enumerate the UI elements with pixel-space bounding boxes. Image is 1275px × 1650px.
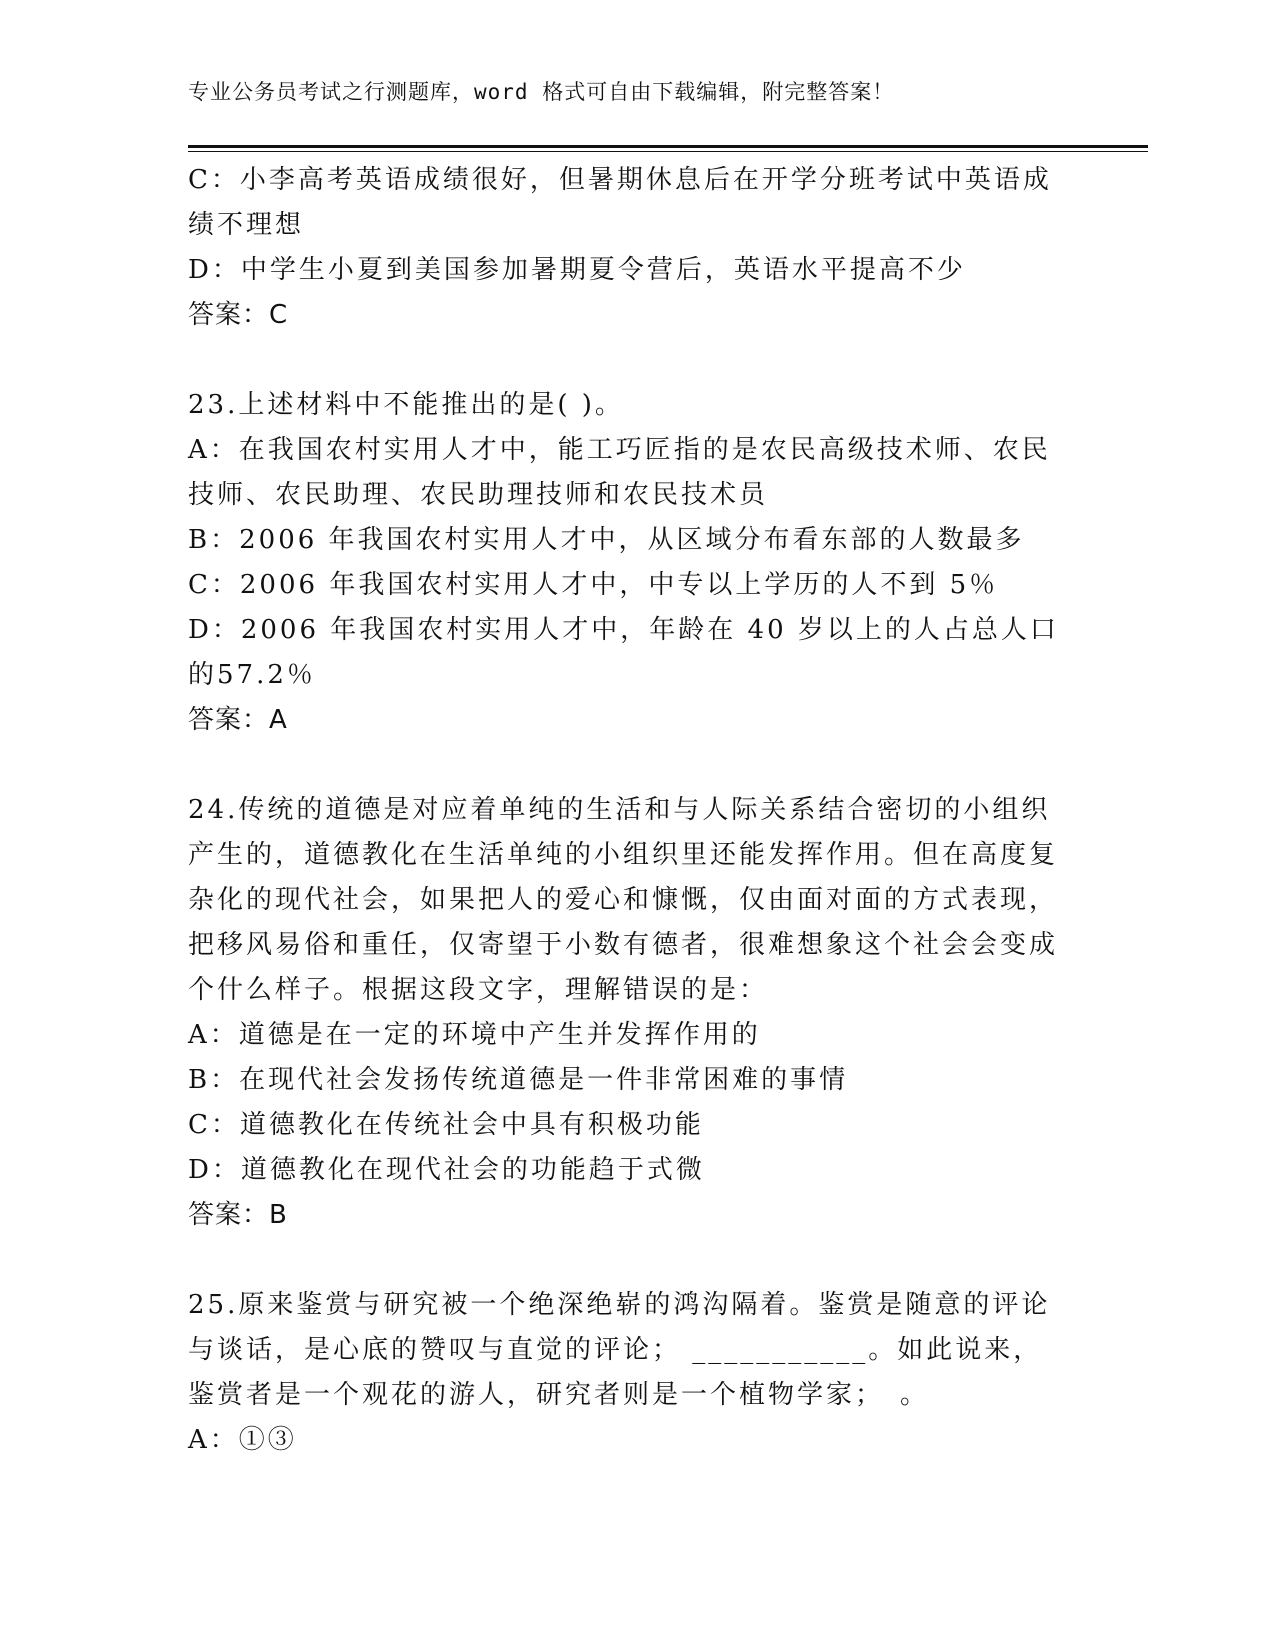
spacer [188,1238,1068,1283]
q22-answer: 答案：C [188,300,289,330]
spacer [188,338,1068,383]
q25-option-a: A：①③ [188,1425,297,1455]
q24-option-c: C：道德教化在传统社会中具有积极功能 [188,1110,704,1140]
q23-answer: 答案：A [188,705,288,735]
spacer [188,743,1068,788]
q24-stem: 24.传统的道德是对应着单纯的生活和与人际关系结合密切的小组织产生的，道德教化在生活单纯的小组织里还能发挥作用。但在高度复杂化的现代社会，如果把人的爱心和慷慨，仅由面对面的方式表现，把移风易俗和重任，仅寄望于小数有德者，很难想象这个社会会变成个什么样子。根据这段文字，理解错误的是： [188,795,1059,1005]
q24-option-d: D：道德教化在现代社会的功能趋于式微 [188,1155,705,1185]
q23-option-c: C：2006 年我国农村实用人才中，中专以上学历的人不到 5％ [188,570,999,600]
q22-option-c: C：小李高考英语成绩很好，但暑期休息后在开学分班考试中英语成绩不理想 [188,165,1052,240]
header-rule-thin [188,151,1148,152]
header-rule-thick [188,145,1148,148]
q23-option-d: D：2006 年我国农村实用人才中，年龄在 40 岁以上的人占总人口的57.2％ [188,615,1059,690]
q23-option-b: B：2006 年我国农村实用人才中，从区域分布看东部的人数最多 [188,525,1025,555]
question-content [188,158,1068,1463]
q24-option-b: B：在现代社会发扬传统道德是一件非常困难的事情 [188,1065,849,1095]
page-header: 专业公务员考试之行测题库，word 格式可自由下载编辑，附完整答案！ [188,80,895,104]
q24-option-a: A：道德是在一定的环境中产生并发挥作用的 [188,1020,761,1050]
q23-option-a: A：在我国农村实用人才中，能工巧匠指的是农民高级技术师、农民技师、农民助理、农民助理技师和农民技术员 [188,435,1051,510]
q25-stem: 25.原来鉴赏与研究被一个绝深绝崭的鸿沟隔着。鉴赏是随意的评论与谈话，是心底的赞叹与直觉的评论； ___________。如此说来，鉴赏者是一个观花的游人，研究者则是一个植物学家； 。 [188,1290,1051,1410]
q23-stem: 23.上述材料中不能推出的是( )。 [188,390,624,420]
q24-answer: 答案：B [188,1200,288,1230]
q22-option-d: D：中学生小夏到美国参加暑期夏令营后，英语水平提高不少 [188,255,966,285]
